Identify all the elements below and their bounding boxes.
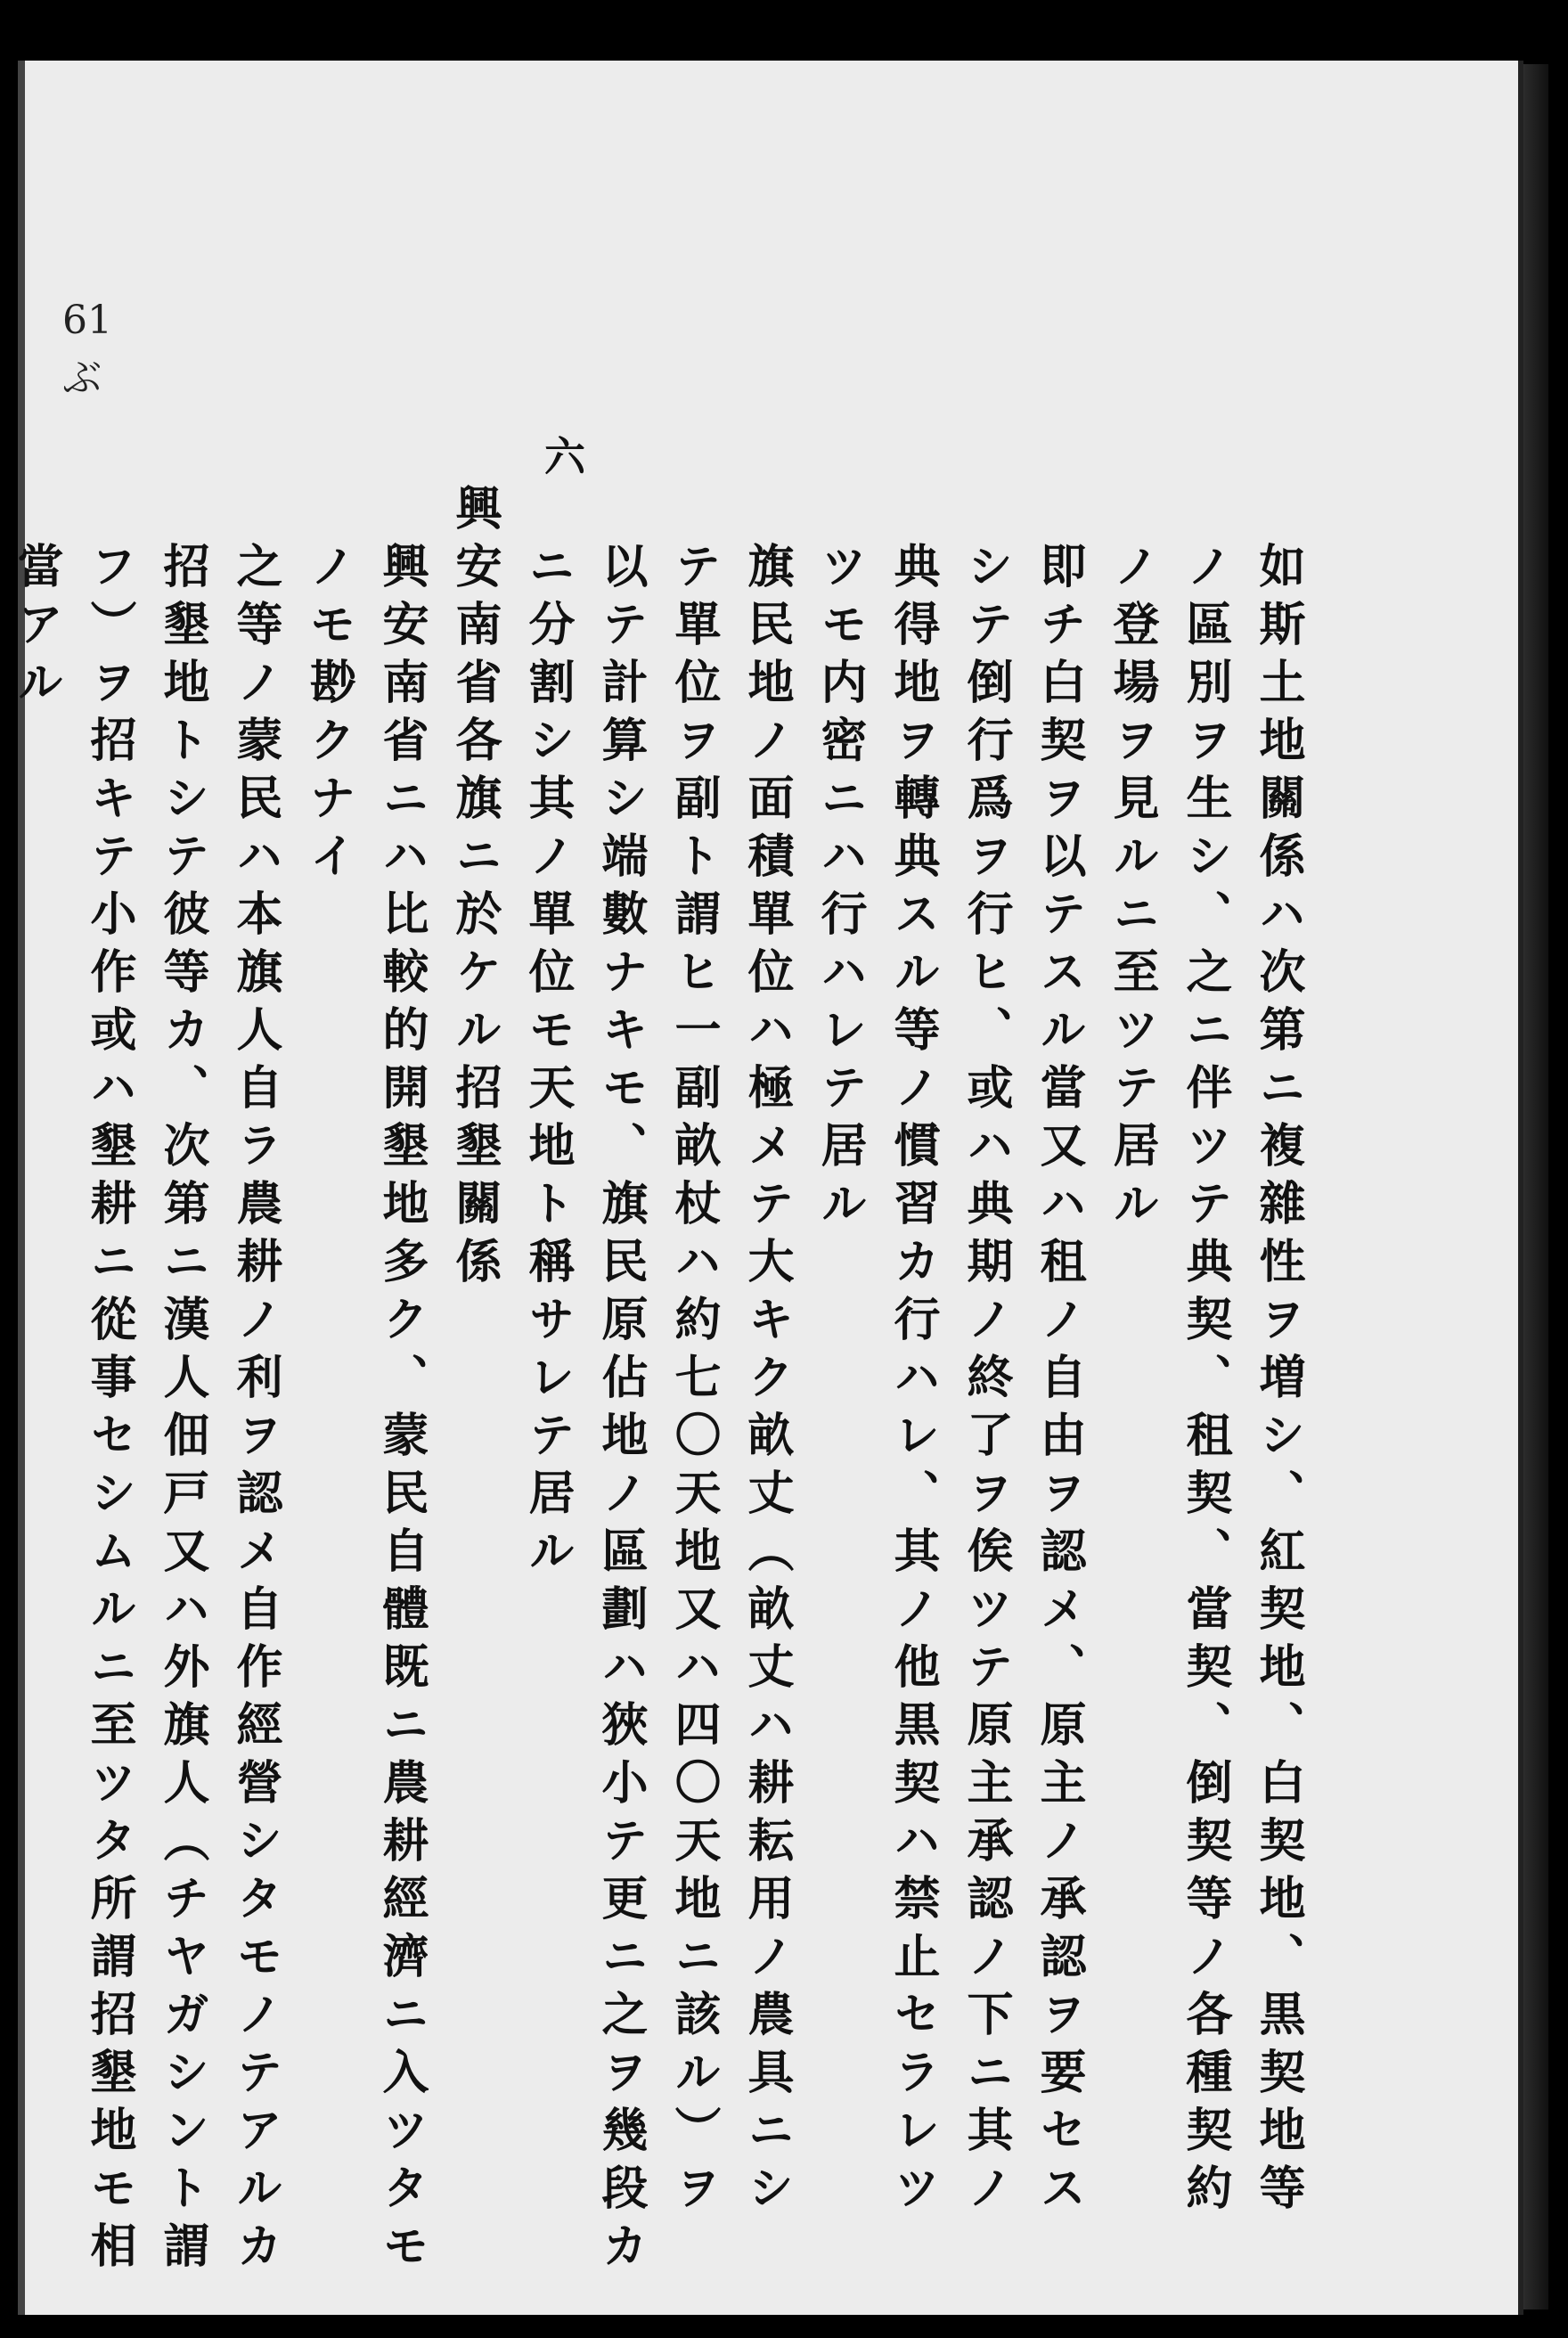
text-column: ニ分割シ其ノ單位モ天地ト稱サレテ居ル: [520, 542, 575, 1584]
book-page: [9, 61, 1523, 2315]
text-column: フ）ヲ招キテ小作或ハ墾耕ニ從事セシムルニ至ツタ所謂招墾地モ相: [82, 542, 136, 2279]
text-column: ノ區別ヲ生シ、之ニ伴ツテ典契、租契、當契、倒契等ノ各種契約: [1178, 542, 1232, 2221]
text-column: 當アル: [9, 542, 63, 715]
text-column: ノモ尠クナイ: [301, 542, 355, 889]
text-column: テ單位ヲ副ト謂ヒ一副畝杖ハ約七〇天地又ハ四〇天地ニ該ル）ヲ: [666, 542, 721, 2221]
text-column: 以テ計算シ端數ナキモ、旗民原佔地ノ區劃ハ狹小テ更ニ之ヲ幾段カ: [593, 542, 648, 2279]
section-heading: 興安南省各旗ニ於ケル招墾關係: [447, 484, 502, 1295]
text-column: 興安南省ニハ比較的開墾地多ク、蒙民自體既ニ農耕經濟ニ入ツタモ: [374, 542, 429, 2279]
text-column: 典得地ヲ轉典スル等ノ慣習カ行ハレ、其ノ他黒契ハ禁止セラレツ: [886, 542, 940, 2221]
text-column: 如斯土地關係ハ次第ニ複雜性ヲ増シ、紅契地、白契地、黒契地等: [1251, 542, 1305, 2221]
margin-note: 61: [62, 298, 112, 343]
text-column: 即チ白契ヲ以テスル當又ハ租ノ自由ヲ認メ、原主ノ承認ヲ要セス: [1032, 542, 1086, 2221]
text-column: ツモ内密ニハ行ハレテ居ル: [813, 542, 867, 1237]
margin-note: ぶ: [62, 356, 102, 401]
text-column: 招墾地トシテ彼等カ、次第ニ漢人佃戸又ハ外旗人（チヤガシント謂: [155, 542, 209, 2279]
text-column: ノ登場ヲ見ルニ至ツテ居ル: [1105, 542, 1159, 1237]
text-column: シテ倒行爲ヲ行ヒ、或ハ典期ノ終了ヲ俟ツテ原主承認ノ下ニ其ノ: [959, 542, 1013, 2221]
text-column: 旗民地ノ面積單位ハ極メテ大キク畝丈（畝丈ハ耕耘用ノ農具ニシ: [739, 542, 794, 2221]
page-number: 六: [538, 435, 586, 476]
text-column: 之等ノ蒙民ハ本旗人自ラ農耕ノ利ヲ認メ自作經營シタモノテアルカ: [228, 542, 282, 2279]
